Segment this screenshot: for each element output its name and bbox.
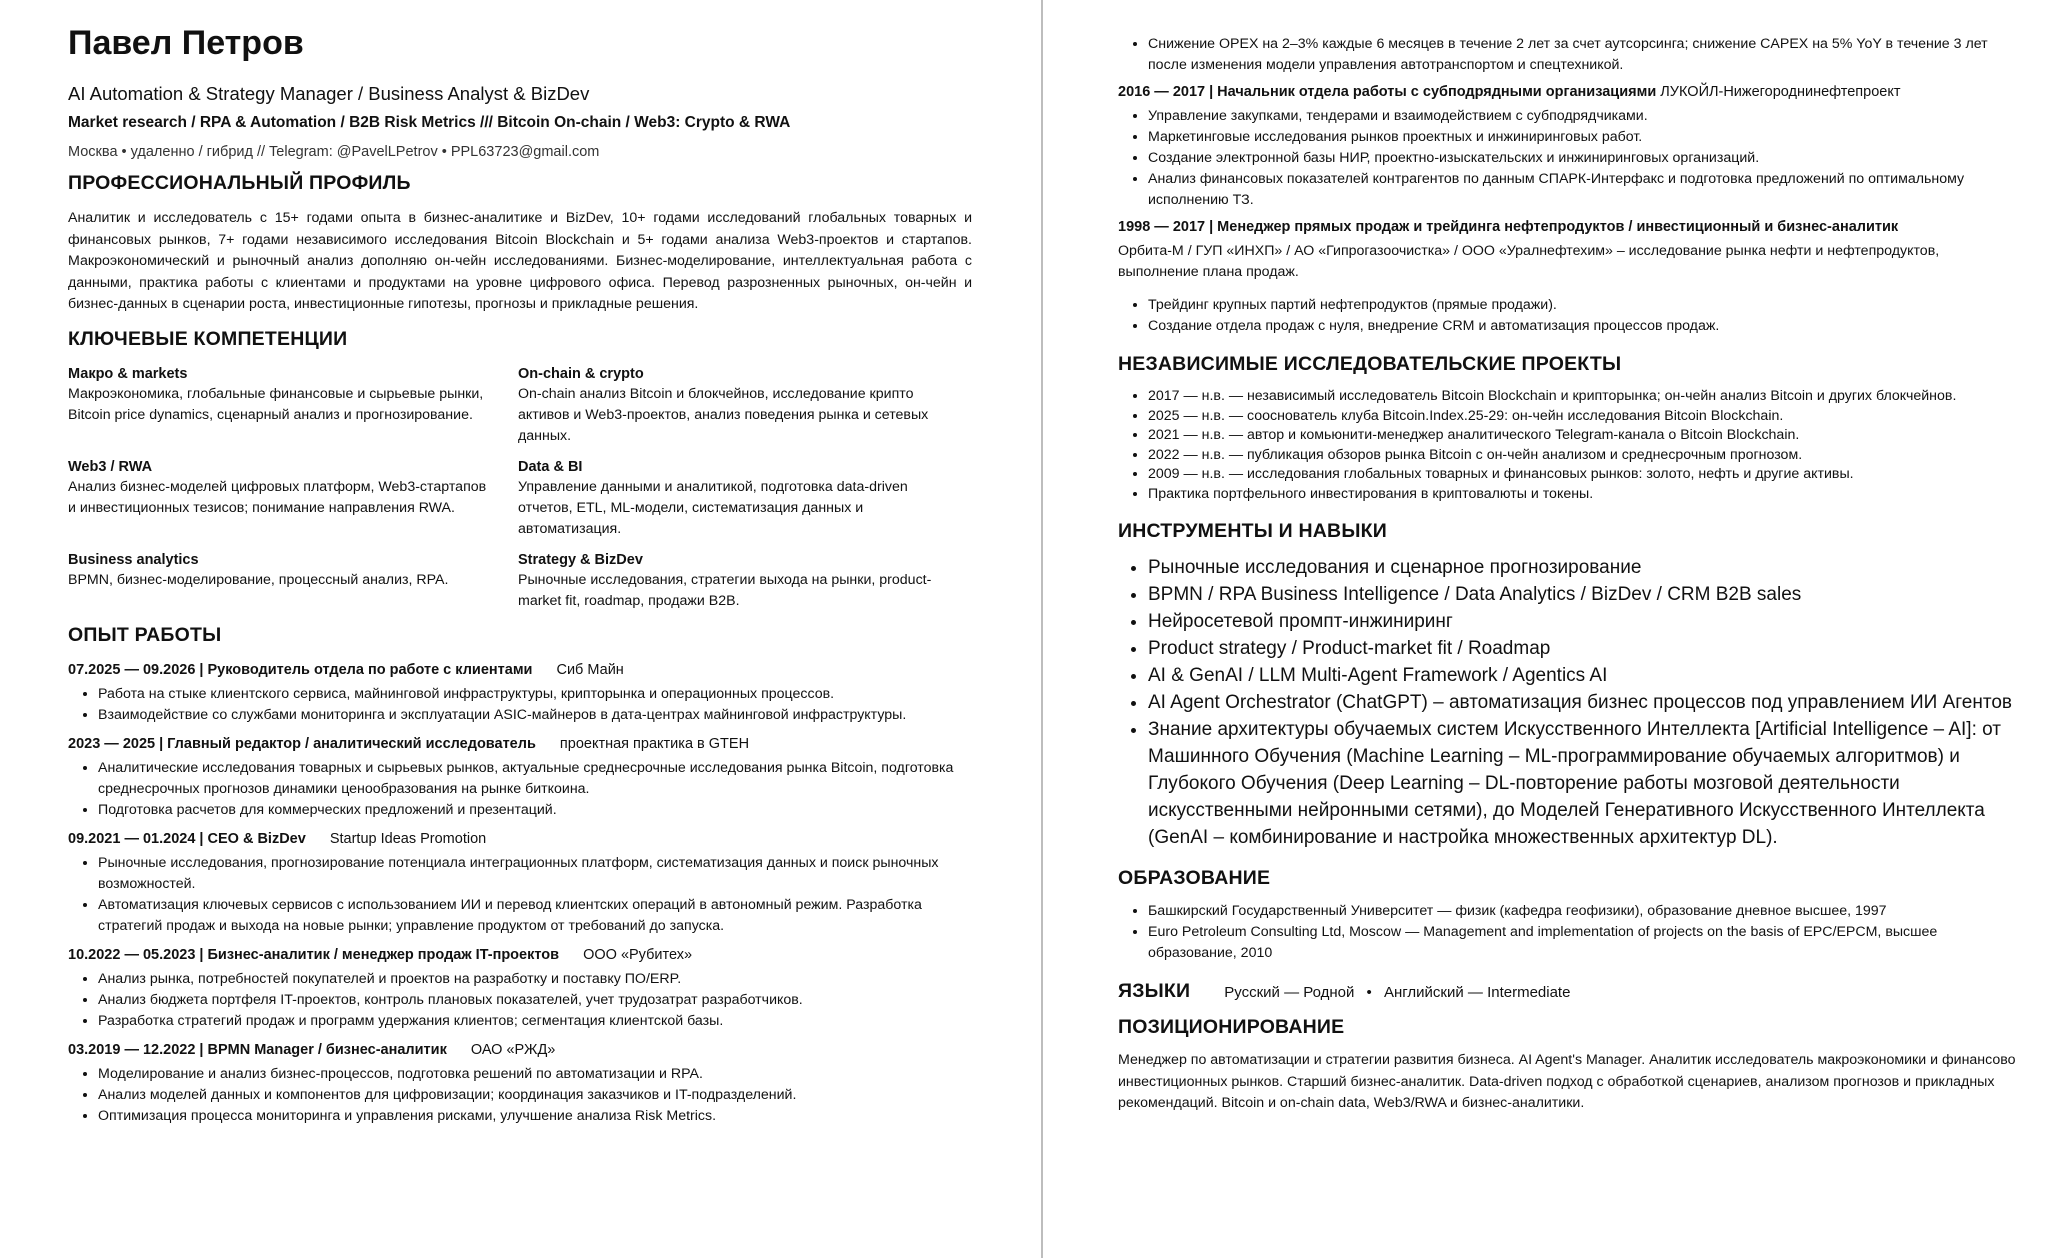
list-item: • Работа на стыке клиентского сервиса, майнинговой инфраструктуры, крипторынка и операционных процессов. bbox=[98, 684, 972, 705]
languages-title: ЯЗЫКИ bbox=[1118, 980, 1191, 1002]
tagline: Market research / RPA & Automation / B2B Risk Metrics /// Bitcoin On-chain / Web3: Crypto & RWA bbox=[68, 114, 791, 131]
job-company: ОАО «РЖД» bbox=[470, 1041, 556, 1058]
list-item: • 2017 — н.в. — независимый исследователь Bitcoin Blockchain и крипторынка; он-чейн анализ Bitcoin и других блокчейнов. bbox=[1148, 387, 2018, 407]
education-list bbox=[1118, 901, 2018, 964]
left-column bbox=[68, 22, 972, 1258]
competency-title: Business analytics bbox=[68, 551, 199, 568]
language-english: Английский — Intermediate bbox=[1383, 984, 1571, 1001]
education-title: ОБРАЗОВАНИЕ bbox=[1118, 867, 1271, 889]
list-item: • Нейросетевой промпт-инжиниринг bbox=[1148, 608, 2018, 635]
list-item: • Анализ рынка, потребностей покупателей и проектов на разработку и поставку ПО/ERP. bbox=[98, 969, 972, 990]
right-column bbox=[1118, 34, 2018, 1258]
job-bullets bbox=[68, 758, 972, 821]
languages-values bbox=[1224, 984, 1570, 1001]
positioning-text: Менеджер по автоматизации и стратегии развития бизнеса. AI Agent's Manager. Аналитик исследователь макроэкономики и финансово инвестиционных рынков. Старший бизнес-аналитик. Data-driven подход с обработкой сценариев, анализом прогнозов и прикладных рекомендаций. Bitcoin и on-chain data, Web3/RWA и бизнес-аналитики. bbox=[1118, 1052, 2016, 1111]
page-divider bbox=[1041, 0, 1043, 1258]
contacts: Москва • удаленно / гибрид // Telegram: @PavelLPetrov • PPL63723@gmail.com bbox=[68, 144, 600, 160]
job-period-role: 09.2021 — 01.2024 | CEO & BizDev bbox=[68, 830, 306, 847]
list-item: • 2025 — н.в. — сооснователь клуба Bitcoin.Index.25-29: он-чейн исследования Bitcoin Blockchain. bbox=[1148, 407, 2018, 427]
competency-title: On-chain & crypto bbox=[518, 365, 644, 382]
job-title: AI Automation & Strategy Manager / Business Analyst & BizDev bbox=[68, 83, 590, 104]
job-header bbox=[1118, 217, 2018, 237]
list-item: • Оптимизация процесса мониторинга и управления рисками, улучшение анализа Risk Metrics. bbox=[98, 1106, 972, 1127]
competency-item bbox=[518, 364, 968, 447]
separator-dot: • bbox=[1366, 984, 1372, 1001]
competency-desc: Анализ бизнес-моделей цифровых платформ, Web3-стартапов и инвестиционных тезисов; понимание направления RWA. bbox=[68, 478, 487, 516]
job-company: ООО «Рубитех» bbox=[583, 946, 693, 963]
job-bullets bbox=[68, 853, 972, 937]
list-item: • Управление закупками, тендерами и взаимодействием с субподрядчиками. bbox=[1148, 106, 2018, 127]
job-header bbox=[68, 1040, 972, 1060]
list-item: • Анализ финансовых показателей контрагентов по данным СПАРК-Интерфакс и подготовка предложений по оптимальному исполнению ТЗ. bbox=[1148, 169, 2018, 211]
list-item: • Маркетинговые исследования рынков проектных и инжиниринговых работ. bbox=[1148, 127, 2018, 148]
job-header bbox=[68, 660, 972, 680]
competency-item bbox=[518, 550, 968, 612]
job-period-role: 10.2022 — 05.2023 | Бизнес-аналитик / менеджер продаж IT-проектов bbox=[68, 946, 560, 963]
list-item: • Подготовка расчетов для коммерческих предложений и презентаций. bbox=[98, 800, 972, 821]
profile-text: Аналитик и исследователь с 15+ годами опыта в бизнес-аналитике и BizDev, 10+ годами исследований глобальных товарных и финансовых рынков, 7+ годами независимого исследования Bitcoin Blockchain и 5+ годами анализа Web3-проектов и стартапов. Макроэкономический и рыночный анализ дополняю он-чейн исследованиями. Бизнес-моделирование, интеллектуальная работа с данными, практика работы с клиентами и продуктами на уровне цифрового офиса. Перевод разрозненных рыночных, он-чейн и бизнес-данных в сценарии роста, инвестиционные гипотезы, прогнозы и прикладные решения. bbox=[68, 210, 972, 312]
competency-desc: Управление данными и аналитикой, подготовка data-driven отчетов, ETL, ML-модели, систематизация данных и автоматизация. bbox=[518, 478, 908, 537]
job-period-role: 1998 — 2017 | Менеджер прямых продаж и трейдинга нефтепродуктов / инвестиционный и бизнес-аналитик bbox=[1118, 219, 1899, 235]
job-entry bbox=[68, 660, 972, 726]
job-bullets bbox=[68, 969, 972, 1032]
list-item: • Трейдинг крупных партий нефтепродуктов (прямые продажи). bbox=[1148, 295, 2018, 316]
profile-title: ПРОФЕССИОНАЛЬНЫЙ ПРОФИЛЬ bbox=[68, 172, 411, 194]
competency-item bbox=[518, 457, 968, 540]
competency-title: Web3 / RWA bbox=[68, 458, 153, 475]
job-header bbox=[68, 829, 972, 849]
list-item: • Рыночные исследования и сценарное прогнозирование bbox=[1148, 554, 2018, 581]
job-header bbox=[68, 734, 972, 754]
job-company: Сиб Майн bbox=[556, 661, 624, 678]
list-item: • Анализ моделей данных и компонентов для цифровизации; координация заказчиков и IT-подразделений. bbox=[98, 1085, 972, 1106]
list-item: • 2022 — н.в. — публикация обзоров рынка Bitcoin с он-чейн анализом и среднесрочным прогнозом. bbox=[1148, 446, 2018, 466]
competency-title: Data & BI bbox=[518, 458, 583, 475]
list-item: • Создание отдела продаж с нуля, внедрение CRM и автоматизация процессов продаж. bbox=[1148, 316, 2018, 337]
list-item: • Рыночные исследования, прогнозирование потенциала интеграционных платформ, систематизация данных и поиск рыночных возможностей. bbox=[98, 853, 972, 895]
competency-desc: Рыночные исследования, стратегии выхода на рынки, product-market fit, roadmap, продажи B2B. bbox=[518, 571, 932, 609]
job-entry bbox=[68, 945, 972, 1032]
job-company: Орбита-М / ГУП «ИНХП» / АО «Гипрогазоочистка» / ООО «Уралнефтехим» – исследование рынка нефти и нефтепродуктов, выполнение плана продаж. bbox=[1118, 243, 1940, 280]
list-item: • Разработка стратегий продаж и программ удержания клиентов; сегментация клиентской базы. bbox=[98, 1011, 972, 1032]
list-item: • Автоматизация ключевых сервисов с использованием ИИ и перевод клиентских операций в автономный режим. Разработка стратегий продаж и выхода на новые рынки; управление продуктом от требований до запуска. bbox=[98, 895, 972, 937]
competency-desc: On-chain анализ Bitcoin и блокчейнов, исследование крипто активов и Web3-проектов, анализ поведения рынка и сетевых данных. bbox=[518, 385, 929, 444]
job-period-role: 03.2019 — 12.2022 | BPMN Manager / бизнес-аналитик bbox=[68, 1041, 447, 1058]
competency-item bbox=[68, 550, 518, 612]
job-company: проектная практика в GTEH bbox=[559, 735, 750, 752]
list-item: • Аналитические исследования товарных и сырьевых рынков, актуальные среднесрочные исследования рынка Bitcoin, подготовка среднесрочных прогнозов динамики ценообразования на рынке биткоина. bbox=[98, 758, 972, 800]
job-bullets bbox=[1118, 34, 2018, 76]
list-item: • Product strategy / Product-market fit / Roadmap bbox=[1148, 635, 2018, 662]
projects-title: НЕЗАВИСИМЫЕ ИССЛЕДОВАТЕЛЬСКИЕ ПРОЕКТЫ bbox=[1118, 353, 1622, 375]
person-name: Павел Петров bbox=[68, 24, 304, 62]
job-bullets bbox=[1118, 295, 2018, 337]
competency-desc: Макроэкономика, глобальные финансовые и сырьевые рынки, Bitcoin price dynamics, сценарный анализ и прогнозирование. bbox=[68, 385, 484, 423]
list-item: • Знание архитектуры обучаемых систем Искусственного Интеллекта [Artificial Intelligence – AI]: от Машинного Обучения (Machine Learning – ML-программирование обучаемых алгоритмов) и Глубокого Обучения (Deep Learning – DL-повторение работы мозговой деятельности искусственными нейронными сетями), до Моделей Генеративного Искусственного Интеллекта (GenAI – комбинирование и настройка множественных архитектур DL). bbox=[1148, 716, 2018, 851]
job-entry bbox=[68, 734, 972, 821]
list-item: • Создание электронной базы НИР, проектно-изыскательских и инжиниринговых организаций. bbox=[1148, 148, 2018, 169]
positioning-title: ПОЗИЦИОНИРОВАНИЕ bbox=[1118, 1016, 1345, 1038]
job-period-role: 07.2025 — 09.2026 | Руководитель отдела по работе с клиентами bbox=[68, 661, 533, 678]
languages-row bbox=[1118, 978, 2018, 1004]
job-entry bbox=[1118, 82, 2018, 211]
list-item: • Башкирский Государственный Университет — физик (кафедра геофизики), образование дневное высшее, 1997 bbox=[1148, 901, 2018, 922]
list-item: • 2009 — н.в. — исследования глобальных товарных и финансовых рынков: золото, нефть и другие активы. bbox=[1148, 465, 2018, 485]
competency-item bbox=[68, 457, 518, 540]
competency-title: Strategy & BizDev bbox=[518, 551, 643, 568]
list-item: • Практика портфельного инвестирования в криптовалюты и токены. bbox=[1148, 485, 2018, 505]
job-company: Startup Ideas Promotion bbox=[329, 830, 487, 847]
experience-title: ОПЫТ РАБОТЫ bbox=[68, 623, 222, 646]
tools-title: ИНСТРУМЕНТЫ И НАВЫКИ bbox=[1118, 520, 1387, 542]
list-item: • AI & GenAI / LLM Multi-Agent Framework / Agentics AI bbox=[1148, 662, 2018, 689]
list-item: • Euro Petroleum Consulting Ltd, Moscow — Management and implementation of projects on the basis of EPC/EPCM, высшее образование, 2010 bbox=[1148, 922, 2018, 964]
projects-list bbox=[1118, 387, 2018, 504]
job-bullets bbox=[68, 684, 972, 726]
list-item: • 2021 — н.в. — автор и комьюнити-менеджер аналитического Telegram-канала о Bitcoin Blockchain. bbox=[1148, 426, 2018, 446]
competency-item bbox=[68, 364, 518, 447]
job-entry bbox=[68, 1040, 972, 1127]
list-item: • Анализ бюджета портфеля IT-проектов, контроль плановых показателей, учет трудозатрат разработчиков. bbox=[98, 990, 972, 1011]
competency-title: Макро & markets bbox=[68, 365, 188, 382]
competency-desc: BPMN, бизнес-моделирование, процессный анализ, RPA. bbox=[68, 571, 449, 588]
list-item: • Моделирование и анализ бизнес-процессов, подготовка решений по автоматизации и RPA. bbox=[98, 1064, 972, 1085]
job-bullets bbox=[1118, 106, 2018, 211]
competencies-title: КЛЮЧЕВЫЕ КОМПЕТЕНЦИИ bbox=[68, 327, 348, 350]
list-item: • Взаимодействие со службами мониторинга и эксплуатации ASIC-майнеров в дата-центрах майнинговой инфраструктуры. bbox=[98, 705, 972, 726]
job-bullets bbox=[68, 1064, 972, 1127]
list-item: • BPMN / RPA Business Intelligence / Data Analytics / BizDev / CRM B2B sales bbox=[1148, 581, 2018, 608]
language-russian: Русский — Родной bbox=[1224, 984, 1355, 1001]
job-header bbox=[1118, 82, 2018, 102]
job-period-role: 2016 — 2017 | Начальник отдела работы с субподрядными организациями bbox=[1118, 84, 1657, 100]
competencies-grid bbox=[68, 364, 972, 612]
job-header bbox=[68, 945, 972, 965]
job-entry bbox=[68, 829, 972, 937]
job-period-role: 2023 — 2025 | Главный редактор / аналитический исследователь bbox=[68, 735, 536, 752]
tools-list bbox=[1118, 554, 2018, 851]
list-item: • Снижение OPEX на 2–3% каждые 6 месяцев в течение 2 лет за счет аутсорсинга; снижение CAPEX на 5% YoY в течение 3 лет после изменения модели управления автотранспортом и спецтехникой. bbox=[1148, 34, 2018, 76]
job-company: ЛУКОЙЛ-Нижегороднинефтепроект bbox=[1660, 84, 1901, 100]
job-entry bbox=[1118, 217, 2018, 337]
list-item: • AI Agent Orchestrator (ChatGPT) – автоматизация бизнес процессов под управлением ИИ Агентов bbox=[1148, 689, 2018, 716]
